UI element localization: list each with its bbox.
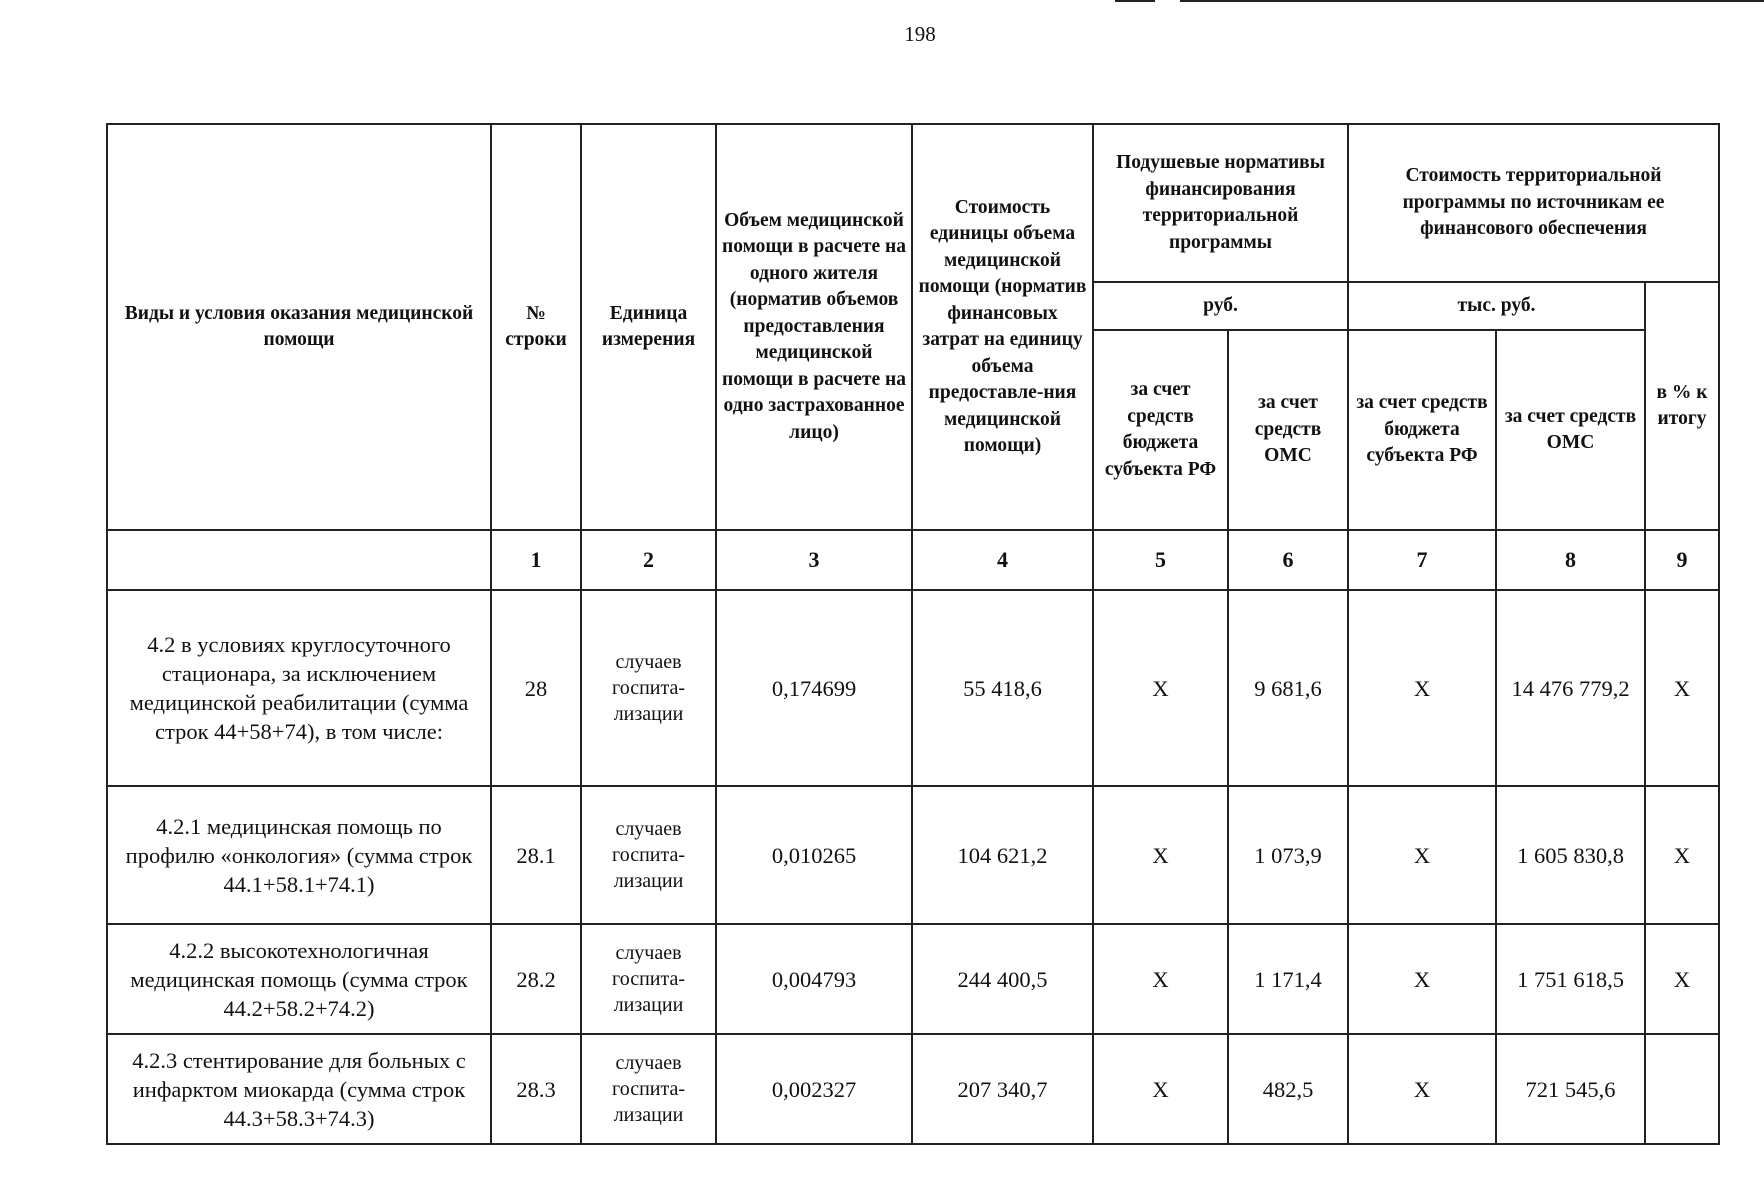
column-number: 4 (912, 530, 1093, 590)
column-number-blank (107, 530, 491, 590)
row-percent: Х (1645, 786, 1719, 924)
row-budget-rub: Х (1093, 786, 1228, 924)
header-program-cost: Стоимость территориальной программы по источникам ее финансового обеспечения (1348, 124, 1719, 282)
row-oms-thousand: 721 545,6 (1496, 1034, 1645, 1144)
column-number: 1 (491, 530, 581, 590)
row-volume: 0,174699 (716, 590, 912, 786)
row-unit: случаев госпита-лизации (581, 924, 716, 1034)
row-percent: Х (1645, 590, 1719, 786)
scan-edge-line (1180, 0, 1764, 2)
row-volume: 0,004793 (716, 924, 912, 1034)
row-cost: 244 400,5 (912, 924, 1093, 1034)
row-volume: 0,002327 (716, 1034, 912, 1144)
column-number: 9 (1645, 530, 1719, 590)
header-volume: Объем медицинской помощи в расчете на одного жителя (норматив объемов предоставления медицинской помощи в расчете на одно застрахованное лицо) (716, 124, 912, 530)
header-oms-thousand: за счет средств ОМС (1496, 330, 1645, 530)
row-number: 28.1 (491, 786, 581, 924)
header-cost: Стоимость единицы объема медицинской помощи (норматив финансовых затрат на единицу объема предоставле-ния медицинской помощи) (912, 124, 1093, 530)
row-volume: 0,010265 (716, 786, 912, 924)
row-budget-rub: Х (1093, 1034, 1228, 1144)
row-oms-rub: 9 681,6 (1228, 590, 1348, 786)
header-row-no: № строки (491, 124, 581, 530)
row-percent: Х (1645, 924, 1719, 1034)
row-budget-thousand: Х (1348, 786, 1496, 924)
header-per-capita: Подушевые нормативы финансирования территориальной программы (1093, 124, 1348, 282)
row-name: 4.2.1 медицинская помощь по профилю «онкология» (сумма строк 44.1+58.1+74.1) (107, 786, 491, 924)
row-name: 4.2 в условиях круглосуточного стационара, за исключением медицинской реабилитации (сумма строк 44+58+74), в том числе: (107, 590, 491, 786)
row-unit: случаев госпита-лизации (581, 786, 716, 924)
row-budget-thousand: Х (1348, 924, 1496, 1034)
row-oms-thousand: 1 605 830,8 (1496, 786, 1645, 924)
territorial-program-table (106, 123, 1720, 1145)
table-row (107, 924, 1719, 1034)
row-number: 28.2 (491, 924, 581, 1034)
row-budget-thousand: Х (1348, 1034, 1496, 1144)
column-number: 7 (1348, 530, 1496, 590)
table-row (107, 590, 1719, 786)
row-number: 28.3 (491, 1034, 581, 1144)
table-row (107, 1034, 1719, 1144)
row-name: 4.2.3 стентирование для больных с инфарктом миокарда (сумма строк 44.3+58.3+74.3) (107, 1034, 491, 1144)
row-budget-rub: Х (1093, 590, 1228, 786)
table-row (107, 786, 1719, 924)
header-thousand-rub: тыс. руб. (1348, 282, 1645, 330)
header-percent: в % к итогу (1645, 282, 1719, 530)
column-number: 2 (581, 530, 716, 590)
header-unit: Единица измерения (581, 124, 716, 530)
header-budget-rub: за счет средств бюджета субъекта РФ (1093, 330, 1228, 530)
row-number: 28 (491, 590, 581, 786)
row-budget-thousand: Х (1348, 590, 1496, 786)
row-oms-thousand: 1 751 618,5 (1496, 924, 1645, 1034)
row-oms-rub: 1 073,9 (1228, 786, 1348, 924)
row-oms-rub: 482,5 (1228, 1034, 1348, 1144)
row-cost: 104 621,2 (912, 786, 1093, 924)
header-budget-thousand: за счет средств бюджета субъекта РФ (1348, 330, 1496, 530)
page-number: 198 (904, 22, 936, 46)
header-rub: руб. (1093, 282, 1348, 330)
row-unit: случаев госпита-лизации (581, 590, 716, 786)
column-number: 3 (716, 530, 912, 590)
column-number: 8 (1496, 530, 1645, 590)
row-budget-rub: Х (1093, 924, 1228, 1034)
row-cost: 55 418,6 (912, 590, 1093, 786)
header-oms-rub: за счет средств ОМС (1228, 330, 1348, 530)
row-name: 4.2.2 высокотехнологичная медицинская помощь (сумма строк 44.2+58.2+74.2) (107, 924, 491, 1034)
row-percent (1645, 1034, 1719, 1144)
row-oms-rub: 1 171,4 (1228, 924, 1348, 1034)
row-cost: 207 340,7 (912, 1034, 1093, 1144)
column-number: 6 (1228, 530, 1348, 590)
scan-edge-line-short (1115, 0, 1155, 2)
row-unit: случаев госпита-лизации (581, 1034, 716, 1144)
row-oms-thousand: 14 476 779,2 (1496, 590, 1645, 786)
column-number: 5 (1093, 530, 1228, 590)
header-type: Виды и условия оказания медицинской помощи (107, 124, 491, 530)
